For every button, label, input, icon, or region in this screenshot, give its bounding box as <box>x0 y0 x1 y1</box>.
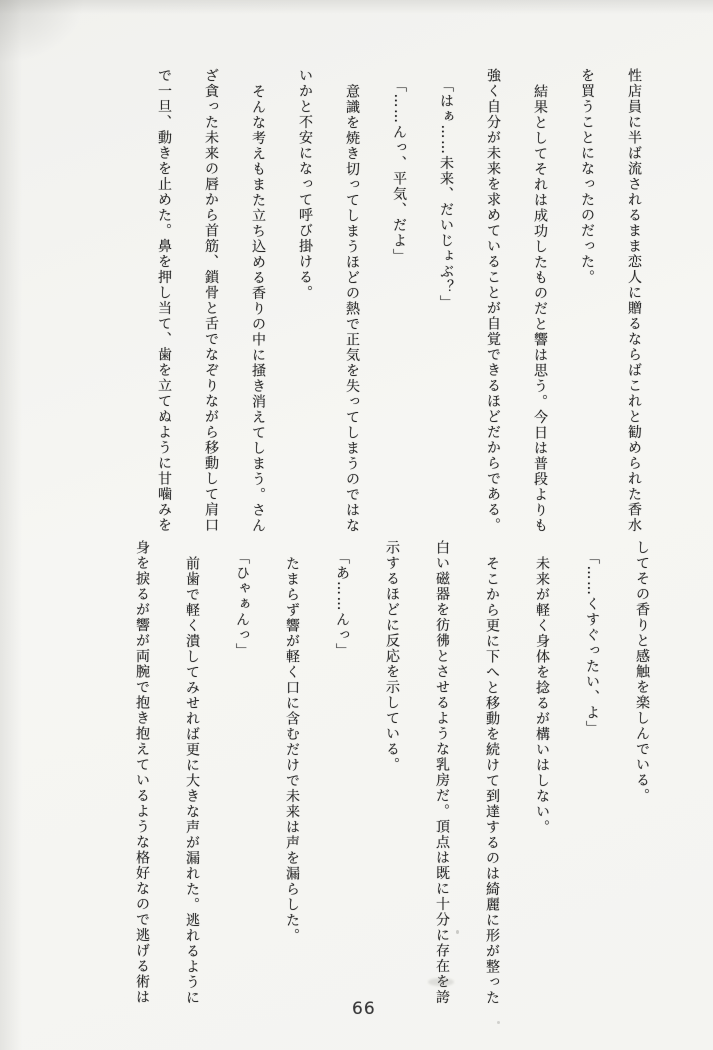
text-line: ざ貪った未来の唇から首筋、鎖骨と舌でなぞりながら移動して肩口 <box>203 68 219 533</box>
text-line: してその香りと感触を楽しんでいる。 <box>634 540 650 804</box>
text-line: 「あ……んっ」 <box>334 550 350 659</box>
text-line: 示するほどに反応を示している。 <box>384 540 400 773</box>
text-line: で一旦、動きを止めた。鼻を押し当て、歯を立てぬように甘噛みを <box>156 68 172 533</box>
text-line: 身を捩るが響が両腕で抱き抱えているような格好なので逃げる術は <box>134 540 150 1005</box>
text-line: たまらず響が軽く口に含むだけで未来は声を漏らした。 <box>284 556 300 944</box>
text-line: 未来が軽く身体を捻るが構いはしない。 <box>534 556 550 835</box>
text-line: 結果としてそれは成功したものだと響は思う。今日は普段よりも <box>532 84 548 534</box>
text-line: そこから更に下へと移動を続けて到達するのは綺麗に形が整った <box>484 556 500 1006</box>
text-line: 意識を焼き切ってしまうほどの熱で正気を失ってしまうのではな <box>344 84 360 534</box>
text-line: いかと不安になって呼び掛ける。 <box>297 68 313 301</box>
upper-text-block <box>139 68 641 540</box>
page-number: 66 <box>352 999 376 1019</box>
text-line: 性店員に半ば流されるまま恋人に贈るならばこれと勧められた香水 <box>626 68 642 533</box>
text-line: 「ひゃぁんっ」 <box>234 550 250 659</box>
text-line: を買うことになったのだった。 <box>579 68 595 285</box>
scan-speck <box>400 243 403 246</box>
scan-speck <box>456 930 459 934</box>
text-line: 前歯で軽く潰してみせれば更に大きな声が漏れた。逃れるように <box>184 556 200 1006</box>
text-line: 白い磁器を彷彿とさせるような乳房だ。頂点は既に十分に存在を誇 <box>434 540 450 1005</box>
text-line: 「……んっ、平気、だよ」 <box>391 78 407 264</box>
text-line: 強く自分が未来を求めていることが自覚できるほどだからである。 <box>485 68 501 533</box>
lower-text-block <box>133 540 649 1012</box>
text-line: そんな考えもまた立ち込める香りの中に掻き消えてしまう。さん <box>250 84 266 534</box>
text-line: 「はぁ……未来、だいじょぶ？」 <box>438 78 454 311</box>
text-line: 「……くすぐったい、よ」 <box>584 550 600 736</box>
scan-speck <box>497 1021 500 1024</box>
scan-smudge <box>428 978 454 986</box>
